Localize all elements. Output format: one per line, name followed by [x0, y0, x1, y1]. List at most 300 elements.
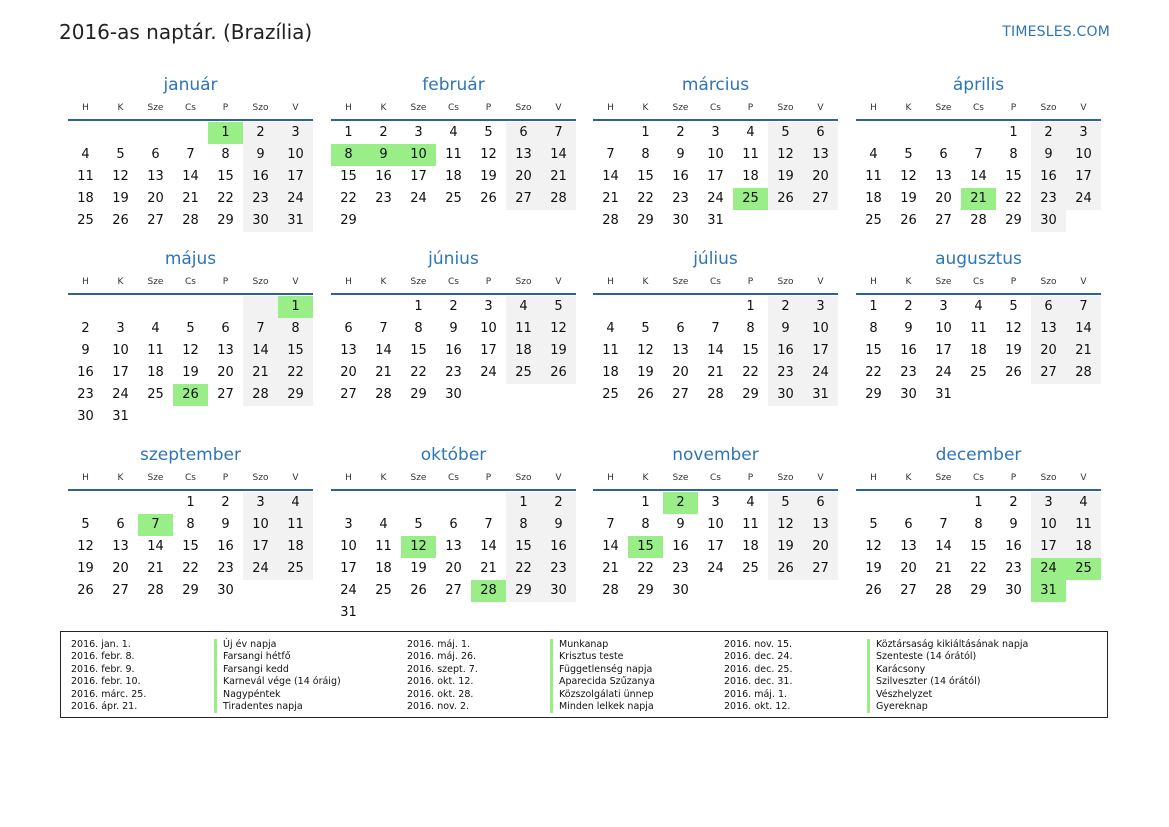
day-cell: 22: [217, 191, 234, 206]
day-cell: 12: [1005, 321, 1022, 336]
day-cell: 17: [340, 561, 357, 576]
day-cell: 14: [970, 169, 987, 184]
day-cell: 20: [900, 561, 917, 576]
empty-cell: [366, 296, 401, 318]
day-cell: 31: [340, 605, 357, 620]
day-cell: 28: [1066, 362, 1101, 384]
day-cell: 1: [344, 125, 353, 140]
legend-marker: [550, 651, 553, 663]
weekday-label: K: [380, 103, 387, 113]
weekday-label: Szo: [252, 277, 269, 287]
legend-date: 2016. okt. 12.: [407, 676, 474, 688]
holiday-cell: 8: [331, 144, 366, 166]
day-cell: 28: [147, 583, 164, 598]
day-cell: 17: [1066, 166, 1101, 188]
day-cell: 7: [711, 321, 720, 336]
week-row: [68, 166, 313, 188]
empty-cell: [1066, 384, 1101, 406]
day-cell: 28: [375, 387, 392, 402]
day-cell: 27: [935, 213, 952, 228]
legend-date: 2016. márc. 25.: [71, 688, 147, 700]
day-cell: 10: [1031, 514, 1066, 536]
legend-marker: [214, 689, 217, 701]
legend-holiday-name: Aparecida Szűzanya: [559, 676, 655, 688]
weekday-label: P: [747, 277, 754, 287]
day-cell: 11: [375, 539, 392, 554]
empty-cell: [733, 210, 768, 232]
legend-row: [724, 664, 1028, 676]
day-cell: 16: [77, 365, 94, 380]
day-cell: 13: [340, 343, 357, 358]
week-row: [331, 602, 576, 624]
day-cell: 10: [803, 318, 838, 340]
legend-date: 2016. szept. 7.: [407, 663, 478, 675]
day-cell: 10: [707, 517, 724, 532]
month-6: [593, 248, 838, 406]
legend-row: [724, 639, 1028, 651]
weekday-label: Szo: [777, 277, 794, 287]
weekday-label: Cs: [185, 277, 196, 287]
weekday-label: Szo: [777, 103, 794, 113]
empty-cell: [243, 406, 278, 428]
day-cell: 11: [970, 321, 987, 336]
day-cell: 15: [340, 169, 357, 184]
legend-date: 2016. dec. 25.: [724, 663, 793, 675]
legend-marker: [214, 676, 217, 688]
day-cell: 19: [637, 365, 654, 380]
empty-cell: [506, 602, 541, 624]
day-cell: 5: [484, 125, 493, 140]
week-row: [856, 558, 1101, 580]
weekday-label: P: [222, 473, 229, 483]
header-rule: [856, 119, 1101, 121]
week-row: [68, 558, 313, 580]
weekday-label: Cs: [710, 277, 721, 287]
day-cell: 22: [865, 365, 882, 380]
empty-cell: [891, 122, 926, 144]
legend-row: [71, 701, 341, 713]
day-cell: 29: [970, 583, 987, 598]
empty-cell: [278, 580, 313, 602]
day-cell: 18: [445, 169, 462, 184]
day-cell: 14: [1066, 318, 1101, 340]
empty-cell: [768, 580, 803, 602]
empty-cell: [471, 384, 506, 406]
day-cell: 28: [602, 213, 619, 228]
week-row: [68, 536, 313, 558]
weekday-header: [331, 469, 576, 487]
weekday-label: H: [870, 473, 877, 483]
day-cell: 21: [1066, 340, 1101, 362]
day-cell: 9: [1009, 517, 1018, 532]
day-cell: 4: [974, 299, 983, 314]
day-cell: 12: [541, 318, 576, 340]
week-row: [593, 210, 838, 232]
day-cell: 25: [278, 558, 313, 580]
legend-date: 2016. febr. 10.: [71, 676, 141, 688]
week-row: [68, 144, 313, 166]
month-name: július: [693, 249, 738, 269]
legend-marker: [867, 651, 870, 663]
weekday-label: K: [905, 473, 912, 483]
weekday-header: [856, 273, 1101, 291]
day-cell: 16: [1005, 539, 1022, 554]
day-cell: 5: [904, 147, 913, 162]
brand-link[interactable]: TIMESLES.COM: [1002, 24, 1110, 40]
day-cell: 18: [970, 343, 987, 358]
day-cell: 31: [278, 210, 313, 232]
day-cell: 1: [641, 125, 650, 140]
month-10: [593, 444, 838, 602]
week-row: [331, 318, 576, 340]
day-cell: 11: [602, 343, 619, 358]
day-cell: 9: [768, 318, 803, 340]
day-cell: 6: [1031, 296, 1066, 318]
day-cell: 19: [768, 166, 803, 188]
day-cell: 4: [746, 495, 755, 510]
day-cell: 3: [803, 296, 838, 318]
empty-cell: [68, 296, 103, 318]
legend-holiday-name: Köztársaság kikiáltásának napja: [876, 639, 1029, 650]
weekday-label: Szo: [1040, 277, 1057, 287]
empty-cell: [663, 296, 698, 318]
weekday-header: [68, 99, 313, 117]
day-cell: 3: [243, 492, 278, 514]
empty-cell: [803, 580, 838, 602]
day-cell: 10: [707, 147, 724, 162]
empty-cell: [243, 580, 278, 602]
day-cell: 6: [803, 122, 838, 144]
legend-row: [724, 676, 1028, 688]
holiday-cell: 25: [1066, 558, 1101, 580]
day-cell: 26: [410, 583, 427, 598]
month-name: szeptember: [140, 445, 241, 465]
day-cell: 10: [278, 144, 313, 166]
month-0: [68, 74, 313, 232]
legend-row: [407, 651, 655, 663]
empty-cell: [436, 492, 471, 514]
day-cell: 17: [278, 166, 313, 188]
weekday-label: V: [1080, 277, 1087, 287]
day-cell: 6: [344, 321, 353, 336]
weekday-label: Cs: [973, 473, 984, 483]
header-rule: [68, 489, 313, 491]
week-row: [593, 318, 838, 340]
day-cell: 26: [865, 583, 882, 598]
day-cell: 3: [484, 299, 493, 314]
empty-cell: [138, 492, 173, 514]
day-cell: 25: [602, 387, 619, 402]
day-cell: 24: [112, 387, 129, 402]
day-cell: 4: [81, 147, 90, 162]
legend-column: [71, 639, 341, 713]
week-row: [68, 406, 313, 428]
month-name: augusztus: [935, 249, 1022, 269]
day-cell: 7: [939, 517, 948, 532]
day-cell: 10: [243, 514, 278, 536]
day-cell: 10: [935, 321, 952, 336]
holiday-cell: 2: [663, 492, 698, 514]
day-cell: 19: [112, 191, 129, 206]
day-cell: 1: [641, 495, 650, 510]
holiday-cell: 1: [278, 296, 313, 318]
week-row: [331, 558, 576, 580]
legend-marker: [214, 701, 217, 713]
day-cell: 20: [935, 191, 952, 206]
day-cell: 18: [77, 191, 94, 206]
day-cell: 13: [803, 144, 838, 166]
day-cell: 12: [768, 144, 803, 166]
day-cell: 24: [410, 191, 427, 206]
month-4: [68, 248, 313, 428]
day-cell: 24: [340, 583, 357, 598]
empty-cell: [803, 210, 838, 232]
weekday-header: [856, 469, 1101, 487]
day-cell: 19: [768, 536, 803, 558]
day-cell: 5: [414, 517, 423, 532]
day-cell: 8: [974, 517, 983, 532]
day-cell: 9: [904, 321, 913, 336]
day-cell: 13: [445, 539, 462, 554]
day-cell: 28: [602, 583, 619, 598]
day-cell: 6: [676, 321, 685, 336]
legend-column: [724, 639, 1028, 713]
weekday-label: K: [642, 473, 649, 483]
holiday-cell: 24: [1031, 558, 1066, 580]
day-cell: 19: [182, 365, 199, 380]
legend-marker: [550, 639, 553, 651]
day-cell: 12: [182, 343, 199, 358]
day-cell: 9: [221, 517, 230, 532]
day-cell: 17: [112, 365, 129, 380]
day-cell: 26: [900, 213, 917, 228]
weekday-label: Cs: [185, 103, 196, 113]
day-cell: 2: [243, 122, 278, 144]
week-row: [593, 492, 838, 514]
empty-cell: [331, 296, 366, 318]
day-cell: 18: [1066, 536, 1101, 558]
legend-marker: [214, 664, 217, 676]
day-cell: 8: [641, 517, 650, 532]
empty-cell: [996, 384, 1031, 406]
empty-cell: [768, 210, 803, 232]
month-3: [856, 74, 1101, 232]
weekday-label: Sze: [147, 473, 164, 483]
legend-holiday-name: Minden lelkek napja: [559, 700, 654, 712]
day-cell: 22: [410, 365, 427, 380]
weekday-label: V: [292, 103, 299, 113]
empty-cell: [471, 602, 506, 624]
day-cell: 13: [112, 539, 129, 554]
day-cell: 7: [379, 321, 388, 336]
day-cell: 1: [974, 495, 983, 510]
month-1: [331, 74, 576, 232]
day-cell: 14: [375, 343, 392, 358]
legend-marker: [550, 689, 553, 701]
day-cell: 2: [449, 299, 458, 314]
day-cell: 25: [865, 213, 882, 228]
day-cell: 18: [375, 561, 392, 576]
day-cell: 6: [939, 147, 948, 162]
day-cell: 14: [602, 169, 619, 184]
day-cell: 26: [112, 213, 129, 228]
day-cell: 7: [606, 517, 615, 532]
month-name: január: [163, 75, 218, 95]
day-cell: 21: [147, 561, 164, 576]
holiday-cell: 7: [138, 514, 173, 536]
empty-cell: [593, 122, 628, 144]
week-row: [593, 536, 838, 558]
day-cell: 24: [707, 191, 724, 206]
day-cell: 22: [742, 365, 759, 380]
week-row: [856, 296, 1101, 318]
day-cell: 5: [768, 492, 803, 514]
header-rule: [331, 489, 576, 491]
day-cell: 13: [935, 169, 952, 184]
day-cell: 2: [768, 296, 803, 318]
empty-cell: [331, 492, 366, 514]
week-row: [331, 340, 576, 362]
week-row: [331, 144, 576, 166]
day-cell: 5: [186, 321, 195, 336]
legend-row: [407, 664, 655, 676]
weekday-label: H: [82, 277, 89, 287]
weekday-label: Sze: [672, 277, 689, 287]
day-cell: 11: [278, 514, 313, 536]
week-row: [68, 122, 313, 144]
day-cell: 30: [217, 583, 234, 598]
day-cell: 22: [278, 362, 313, 384]
day-cell: 25: [147, 387, 164, 402]
day-cell: 23: [672, 561, 689, 576]
weekday-label: K: [380, 277, 387, 287]
day-cell: 19: [480, 169, 497, 184]
day-cell: 3: [1066, 122, 1101, 144]
weekday-label: Sze: [147, 103, 164, 113]
day-cell: 25: [970, 365, 987, 380]
weekday-label: Cs: [448, 277, 459, 287]
day-cell: 20: [217, 365, 234, 380]
month-name: november: [672, 445, 759, 465]
day-cell: 9: [541, 514, 576, 536]
legend-marker: [550, 701, 553, 713]
legend-date: 2016. ápr. 21.: [71, 700, 138, 712]
week-row: [68, 580, 313, 602]
day-cell: 8: [641, 147, 650, 162]
day-cell: 23: [445, 365, 462, 380]
legend-date: 2016. máj. 1.: [724, 688, 788, 700]
day-cell: 29: [506, 580, 541, 602]
legend-row: [724, 701, 1028, 713]
header-rule: [68, 119, 313, 121]
header-rule: [856, 489, 1101, 491]
day-cell: 30: [768, 384, 803, 406]
day-cell: 11: [506, 318, 541, 340]
empty-cell: [366, 492, 401, 514]
legend-holiday-name: Új év napja: [223, 639, 277, 650]
day-cell: 8: [221, 147, 230, 162]
day-cell: 24: [803, 362, 838, 384]
weekday-label: K: [117, 473, 124, 483]
weekday-label: Szo: [515, 473, 532, 483]
legend-holiday-name: Farsangi hétfő: [223, 651, 291, 663]
week-row: [856, 580, 1101, 602]
day-cell: 19: [77, 561, 94, 576]
weekday-label: V: [555, 473, 562, 483]
day-cell: 17: [243, 536, 278, 558]
day-cell: 15: [637, 169, 654, 184]
day-cell: 21: [935, 561, 952, 576]
week-row: [593, 144, 838, 166]
day-cell: 29: [278, 384, 313, 406]
day-cell: 16: [217, 539, 234, 554]
day-cell: 3: [1031, 492, 1066, 514]
holiday-cell: 26: [173, 384, 208, 406]
day-cell: 18: [865, 191, 882, 206]
empty-cell: [471, 210, 506, 232]
day-cell: 25: [77, 213, 94, 228]
day-cell: 17: [410, 169, 427, 184]
month-2: [593, 74, 838, 232]
holiday-cell: 25: [733, 188, 768, 210]
weekday-label: Sze: [935, 103, 952, 113]
day-cell: 23: [672, 191, 689, 206]
week-row: [593, 384, 838, 406]
day-cell: 13: [900, 539, 917, 554]
legend-holiday-name: Szenteste (14 órától): [876, 651, 977, 663]
day-cell: 1: [1009, 125, 1018, 140]
day-cell: 6: [449, 517, 458, 532]
day-cell: 2: [81, 321, 90, 336]
weekday-label: Szo: [515, 103, 532, 113]
week-row: [68, 492, 313, 514]
weekday-label: Sze: [935, 473, 952, 483]
legend-column: [407, 639, 655, 713]
weekday-label: H: [607, 473, 614, 483]
day-cell: 25: [375, 583, 392, 598]
weekday-label: P: [747, 473, 754, 483]
weekday-header: [593, 273, 838, 291]
day-cell: 3: [344, 517, 353, 532]
weekday-label: V: [292, 473, 299, 483]
day-cell: 5: [768, 122, 803, 144]
day-cell: 12: [865, 539, 882, 554]
legend-row: [71, 676, 341, 688]
weekday-label: Sze: [672, 473, 689, 483]
weekday-label: Szo: [252, 103, 269, 113]
day-cell: 27: [147, 213, 164, 228]
day-cell: 5: [641, 321, 650, 336]
day-cell: 8: [869, 321, 878, 336]
day-cell: 3: [116, 321, 125, 336]
legend-row: [407, 676, 655, 688]
day-cell: 6: [151, 147, 160, 162]
day-cell: 26: [637, 387, 654, 402]
month-name: április: [952, 75, 1005, 95]
legend-holiday-name: Gyereknap: [876, 700, 928, 712]
weekday-label: P: [485, 103, 492, 113]
empty-cell: [366, 210, 401, 232]
day-cell: 15: [410, 343, 427, 358]
empty-cell: [541, 602, 576, 624]
day-cell: 6: [803, 492, 838, 514]
weekday-label: Cs: [973, 277, 984, 287]
legend-marker: [867, 676, 870, 688]
weekday-label: Cs: [185, 473, 196, 483]
weekday-label: Szo: [1040, 473, 1057, 483]
empty-cell: [436, 210, 471, 232]
header-rule: [68, 293, 313, 295]
